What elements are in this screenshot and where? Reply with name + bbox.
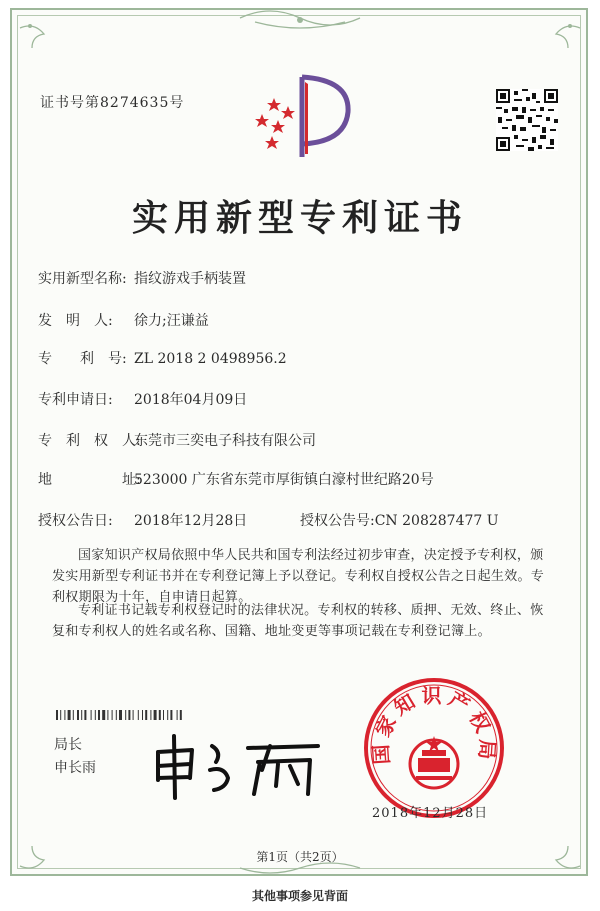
field-value: 2018年04月09日 <box>134 392 248 408</box>
field-label: 专 利 号: <box>38 351 127 367</box>
field-value: 东莞市三奕电子科技有限公司 <box>134 433 316 449</box>
svg-text:国家知识产权局: 国家知识产权局 <box>368 683 500 766</box>
field-value: 523000 广东省东莞市厚街镇白濠村世纪路20号 <box>134 472 434 488</box>
field-patentee <box>38 430 316 450</box>
statement-paragraph: 国家知识产权局依照中华人民共和国专利法经过初步审查，决定授予专利权，颁发实用新型专利证书并在专利登记簿上予以登记。专利权自授权公告之日起生效。专利权期限为十年，自申请日起算。 <box>52 548 545 605</box>
certificate-number: 证书号第8274635号 <box>40 95 185 111</box>
director-name: 申长雨 <box>54 760 96 776</box>
cnipa-logo-icon <box>250 62 360 172</box>
barcode-icon <box>56 710 216 720</box>
field-label: 发 明 人: <box>38 313 113 329</box>
field-inventors <box>38 310 209 330</box>
field-label: 授权公告号: <box>300 513 375 529</box>
seal-date: 2018年12月28日 <box>372 806 489 821</box>
official-seal-icon <box>362 676 506 820</box>
statement-paragraph: 专利证书记载专利权登记时的法律状况。专利权的转移、质押、无效、终止、恢复和专利权人的姓名或名称、国籍、地址变更等事项记载在专利登记簿上。 <box>52 603 544 639</box>
field-label: 实用新型名称: <box>38 271 127 287</box>
qr-code-icon <box>496 89 558 151</box>
field-value: 2018年12月28日 <box>134 513 248 529</box>
field-value: 指纹游戏手柄装置 <box>134 271 246 287</box>
field-label: 授权公告日: <box>38 513 113 529</box>
field-grant-date <box>38 510 247 530</box>
field-label: 专利申请日: <box>38 392 113 408</box>
field-value: ZL 2018 2 0498956.2 <box>134 351 287 367</box>
page-indicator: 第1页（共2页） <box>256 850 344 864</box>
certificate-title: 实用新型专利证书 <box>131 197 468 239</box>
field-announcement-number <box>300 510 499 530</box>
field-utility-model-name <box>38 268 246 288</box>
field-value: 徐力;汪谦益 <box>134 313 209 329</box>
field-label: 地 址: <box>38 472 141 488</box>
field-address <box>38 469 434 489</box>
director-signature <box>140 722 330 802</box>
field-application-date <box>38 389 247 409</box>
field-value: CN 208287477 U <box>374 513 499 529</box>
field-patent-number <box>38 348 287 368</box>
footer-note: 其他事项参见背面 <box>251 889 348 903</box>
field-label: 专 利 权 人: <box>38 433 141 449</box>
director-title: 局长 <box>54 737 82 753</box>
